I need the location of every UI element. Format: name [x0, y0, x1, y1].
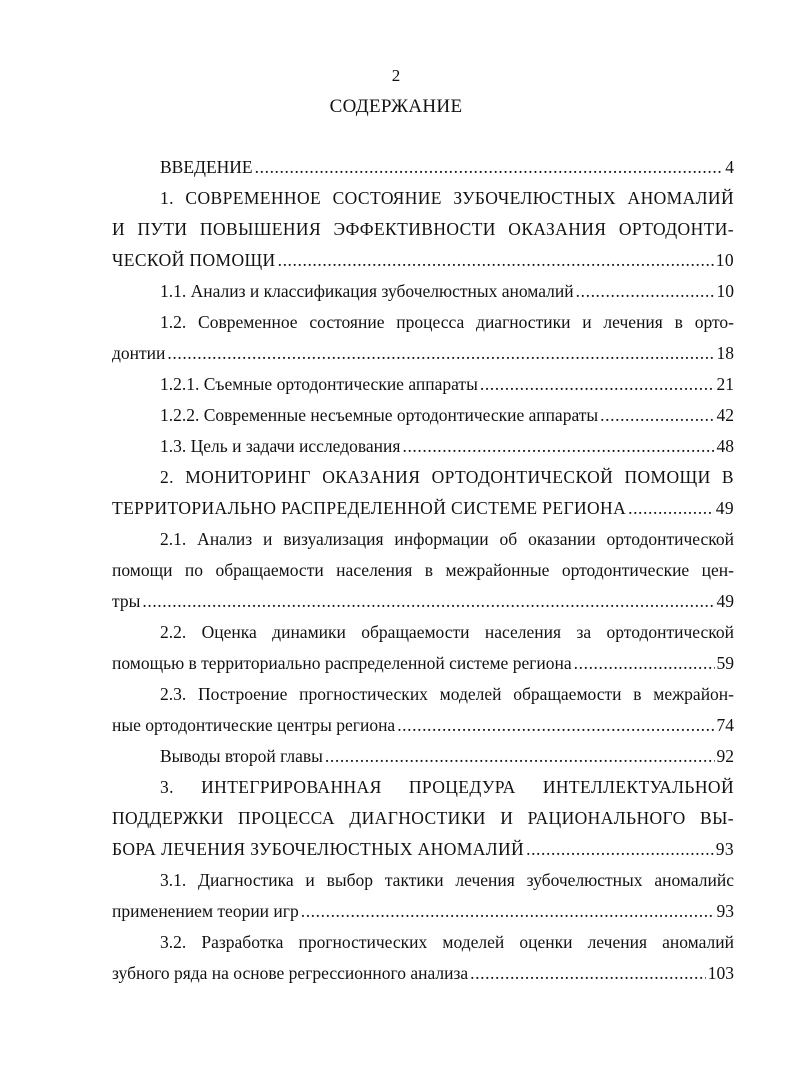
- toc-entry-text: 1.2. Современное состояние процесса диагностики и лечения в орто-: [160, 312, 734, 332]
- page-title: СОДЕРЖАНИЕ: [329, 96, 463, 117]
- toc-entry: [112, 679, 734, 741]
- toc-entry: [112, 462, 734, 524]
- dot-leader: [142, 586, 714, 617]
- toc-entry-text: 2. МОНИТОРИНГ ОКАЗАНИЯ ОРТОДОНТИЧЕСКОЙ ПОМОЩИ В: [160, 467, 734, 487]
- toc-page-number: 49: [715, 498, 734, 518]
- toc-entry-line: [112, 338, 734, 369]
- toc-entry: [112, 369, 734, 400]
- toc-entry-line: [112, 927, 734, 958]
- dot-leader: [470, 958, 706, 989]
- toc-page-number: 21: [716, 374, 734, 394]
- toc-page-number: 48: [716, 436, 734, 456]
- toc-entry-line: [112, 958, 734, 989]
- toc-entry-line: [112, 369, 734, 400]
- toc-entry-text: донтии: [112, 343, 166, 363]
- toc-entry: [112, 865, 734, 927]
- toc-entry-line: [112, 493, 734, 524]
- toc-entry: [112, 524, 734, 617]
- toc-entry-text: ные ортодонтические центры региона: [112, 715, 396, 735]
- toc-entry-text: помощи по обращаемости населения в межрайонные ортодонтические цен-: [112, 560, 734, 580]
- toc-entry-text: ВВЕДЕНИЕ: [160, 157, 253, 177]
- toc-entry-text: 2.3. Построение прогностических моделей обращаемости в межрайон-: [160, 684, 734, 704]
- toc-entry-text: 3.2. Разработка прогностических моделей оценки лечения аномалий: [160, 932, 734, 952]
- toc-entry-line: [112, 555, 734, 586]
- dot-leader: [480, 369, 715, 400]
- dot-leader: [255, 152, 724, 183]
- toc-page-number: 93: [716, 901, 734, 921]
- toc-entry-line: [112, 183, 734, 214]
- toc-entry-line: [112, 431, 734, 462]
- toc-entry-text: 1.2.1. Съемные ортодонтические аппараты: [160, 374, 478, 394]
- toc-entry-text: зубного ряда на основе регрессионного анализа: [112, 963, 469, 983]
- toc-entry-line: [112, 741, 734, 772]
- dot-leader: [574, 648, 715, 679]
- toc-entry-text: ТЕРРИТОРИАЛЬНО РАСПРЕДЕЛЕННОЙ СИСТЕМЕ РЕГИОНА: [112, 498, 627, 518]
- toc-entry-line: [112, 803, 734, 834]
- toc-entry-text: И ПУТИ ПОВЫШЕНИЯ ЭФФЕКТИВНОСТИ ОКАЗАНИЯ ОРТОДОНТИ-: [112, 219, 734, 239]
- toc-page-number: 42: [716, 405, 734, 425]
- toc-entry-text: Выводы второй главы: [160, 746, 323, 766]
- toc-entry-text: помощью в территориально распределенной системе региона: [112, 653, 572, 673]
- toc-entry-text: БОРА ЛЕЧЕНИЯ ЗУБОЧЕЛЮСТНЫХ АНОМАЛИЙ: [112, 839, 525, 859]
- toc-entry-line: [112, 462, 734, 493]
- toc-page-number: 4: [725, 157, 734, 177]
- dot-leader: [576, 276, 715, 307]
- page-number: 2: [391, 66, 401, 85]
- toc-entry-line: [112, 772, 734, 803]
- dot-leader: [600, 400, 714, 431]
- toc-entry: [112, 617, 734, 679]
- toc-page-number: 93: [715, 839, 734, 859]
- toc-entry-text: 3. ИНТЕГРИРОВАННАЯ ПРОЦЕДУРА ИНТЕЛЛЕКТУАЛЬНОЙ: [160, 777, 734, 797]
- dot-leader: [278, 245, 714, 276]
- toc-entry-line: [112, 214, 734, 245]
- toc-entry-line: [112, 276, 734, 307]
- toc-entry-text: 3.1. Диагностика и выбор тактики лечения зубочелюстных аномалийс: [160, 870, 734, 890]
- toc-entry: [112, 276, 734, 307]
- toc-entry-line: [112, 710, 734, 741]
- toc-entry-text: 1.1. Анализ и классификация зубочелюстных аномалий: [160, 281, 574, 301]
- toc-entry-text: 2.2. Оценка динамики обращаемости населения за ортодонтической: [160, 622, 734, 642]
- toc-entry-line: [112, 152, 734, 183]
- dot-leader: [628, 493, 714, 524]
- dot-leader: [402, 431, 714, 462]
- toc-page-number: 59: [716, 653, 734, 673]
- toc-entry-line: [112, 400, 734, 431]
- toc-entry: [112, 152, 734, 183]
- toc-entry: [112, 307, 734, 369]
- toc-entry-line: [112, 896, 734, 927]
- toc-page-number: 92: [716, 746, 734, 766]
- toc-page-number: 10: [715, 250, 734, 270]
- toc-entry: [112, 183, 734, 276]
- toc-entry-line: [112, 586, 734, 617]
- toc-entry-text: 1.3. Цель и задачи исследования: [160, 436, 401, 456]
- dot-leader: [526, 834, 714, 865]
- toc-entry-line: [112, 245, 734, 276]
- toc-page-number: 49: [716, 591, 734, 611]
- toc-entry-line: [112, 617, 734, 648]
- toc-entry-text: ЧЕСКОЙ ПОМОЩИ: [112, 250, 276, 270]
- dot-leader: [325, 741, 715, 772]
- toc-entry-text: 2.1. Анализ и визуализация информации об оказании ортодонтической: [160, 529, 734, 549]
- dot-leader: [167, 338, 714, 369]
- toc-page-number: 74: [716, 715, 734, 735]
- toc-entry: [112, 741, 734, 772]
- toc-entry: [112, 772, 734, 865]
- toc-entry: [112, 400, 734, 431]
- toc-entry-text: 1. СОВРЕМЕННОЕ СОСТОЯНИЕ ЗУБОЧЕЛЮСТНЫХ АНОМАЛИЙ: [160, 188, 734, 208]
- dot-leader: [397, 710, 714, 741]
- toc-entry-text: тры: [112, 591, 141, 611]
- toc-entry-line: [112, 524, 734, 555]
- toc-page-number: 103: [707, 963, 734, 983]
- toc-entry: [112, 431, 734, 462]
- toc-page-number: 18: [716, 343, 734, 363]
- toc-entry-line: [112, 679, 734, 710]
- toc-entry-line: [112, 648, 734, 679]
- table-of-contents: [112, 152, 734, 989]
- toc-entry-text: ПОДДЕРЖКИ ПРОЦЕССА ДИАГНОСТИКИ И РАЦИОНАЛЬНОГО ВЫ-: [112, 808, 734, 828]
- toc-entry-line: [112, 834, 734, 865]
- toc-entry-text: применением теории игр: [112, 901, 299, 921]
- toc-entry-text: 1.2.2. Современные несъемные ортодонтические аппараты: [160, 405, 599, 425]
- toc-page-number: 10: [716, 281, 734, 301]
- toc-entry-line: [112, 307, 734, 338]
- dot-leader: [301, 896, 715, 927]
- toc-entry: [112, 927, 734, 989]
- toc-entry-line: [112, 865, 734, 896]
